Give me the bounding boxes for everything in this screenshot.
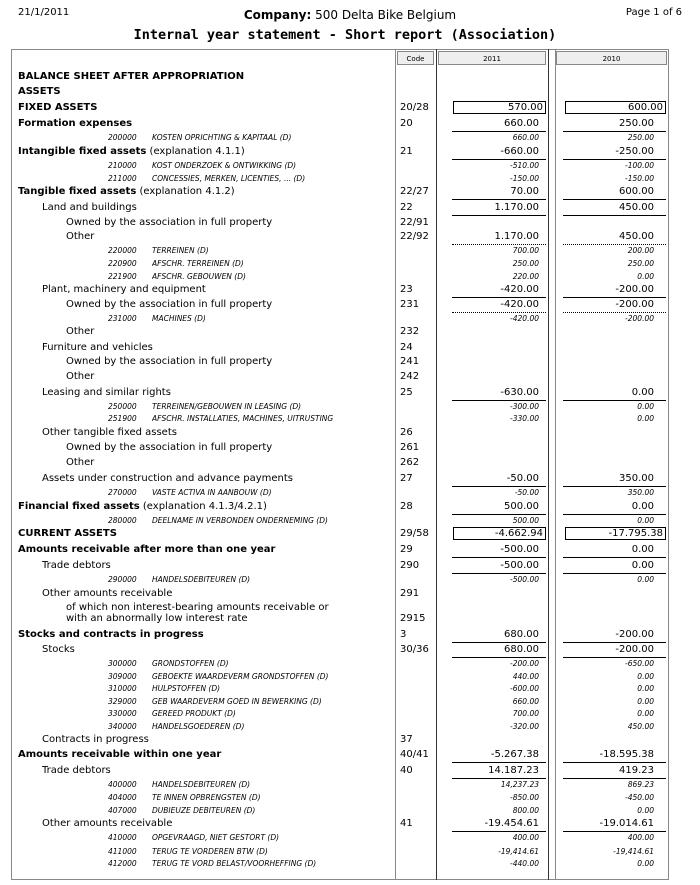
value-2011-underline [452, 557, 546, 558]
balance-line-row [0, 283, 700, 297]
value-2010: 419.23 [619, 765, 654, 776]
ledger-account-row [0, 270, 700, 284]
value-2011: 680.00 [504, 629, 539, 640]
balance-line-row [0, 559, 700, 573]
line-label: Amounts receivable after more than one year [18, 544, 276, 555]
line-label: FIXED ASSETS [18, 102, 98, 113]
balance-line-row [0, 764, 700, 778]
value-2011: -850.00 [510, 793, 539, 802]
line-label-explanation: (explanation 4.1.3/4.2.1) [139, 501, 267, 512]
value-2010: 0.00 [631, 387, 654, 398]
value-2011: 660.00 [512, 697, 539, 706]
year1-column-header: 2011 [438, 51, 546, 65]
value-2011-underline [452, 199, 546, 200]
line-label: Stocks [42, 644, 75, 655]
account-name: CONCESSIES, MERKEN, LICENTIES, ... (D) [152, 174, 306, 183]
value-2011: 70.00 [510, 186, 539, 197]
line-label: Intangible fixed assets (explanation 4.1.1) [18, 146, 245, 157]
value-2011: -510.00 [510, 161, 539, 170]
account-number: 210000 [108, 161, 137, 170]
company-label: Company: [243, 8, 312, 22]
account-number: 400000 [108, 780, 137, 789]
line-label: Owned by the association in full property [66, 217, 273, 228]
value-2010: 450.00 [627, 722, 654, 731]
line-label: Formation expenses [18, 118, 133, 129]
value-2011: -330.00 [510, 414, 539, 423]
account-number: 300000 [108, 659, 137, 668]
account-number: 340000 [108, 722, 137, 731]
line-code: 262 [400, 457, 420, 468]
value-2011: 400.00 [512, 833, 539, 842]
line-label: Other amounts receivable [42, 818, 173, 829]
balance-line-row [0, 145, 700, 159]
balance-line-row [0, 587, 700, 601]
balance-line-row [0, 201, 700, 215]
value-2011: -500.00 [500, 560, 539, 571]
value-2011: -50.00 [514, 488, 539, 497]
line-label: Contracts in progress [42, 734, 149, 745]
value-2011: -500.00 [500, 544, 539, 555]
balance-line-row [0, 500, 700, 514]
value-2011: 660.00 [512, 133, 539, 142]
ledger-account-row [0, 312, 700, 326]
account-name: GEBOEKTE WAARDEVERM GRONDSTOFFEN (D) [152, 672, 329, 681]
line-code: 29 [400, 544, 413, 555]
line-label-explanation: (explanation 4.1.1) [146, 146, 245, 157]
value-2010-underline [563, 557, 666, 558]
value-2011: 500.00 [504, 501, 539, 512]
value-2010: 0.00 [637, 709, 654, 718]
value-2010: -250.00 [615, 146, 654, 157]
value-2011: -420.00 [500, 299, 539, 310]
value-2010: 0.00 [637, 516, 654, 525]
value-2010: 0.00 [637, 575, 654, 584]
value-2011: -440.00 [510, 859, 539, 868]
ledger-account-row [0, 804, 700, 818]
balance-line-row [0, 426, 700, 440]
ledger-account-row [0, 159, 700, 173]
value-2010: -200.00 [615, 629, 654, 640]
value-2010: 350.00 [627, 488, 654, 497]
value-2010: -200.00 [625, 314, 654, 323]
line-label: Plant, machinery and equipment [42, 284, 206, 295]
balance-line-row [0, 70, 700, 84]
account-name: AFSCHR. GEBOUWEN (D) [152, 272, 246, 281]
balance-line-row [0, 527, 700, 541]
balance-line-row [0, 230, 700, 244]
account-name: AFSCHR. TERREINEN (D) [152, 259, 244, 268]
value-2010-total-box: 600.00 [565, 101, 666, 114]
account-number: 290000 [108, 575, 137, 584]
line-label: Amounts receivable within one year [18, 749, 222, 760]
account-number: 251900 [108, 414, 137, 423]
line-code: 3 [400, 629, 407, 640]
value-2010: 0.00 [631, 501, 654, 512]
ledger-account-row [0, 514, 700, 528]
line-code: 241 [400, 356, 420, 367]
ledger-account-row [0, 172, 700, 186]
account-name: KOST ONDERZOEK & ONTWIKKING (D) [152, 161, 297, 170]
report-title: Internal year statement - Short report (Association) [133, 27, 557, 43]
year2-column-header: 2010 [556, 51, 667, 65]
value-2011: 800.00 [512, 806, 539, 815]
balance-line-row [0, 85, 700, 99]
line-label: Owned by the association in full property [66, 442, 273, 453]
account-number: 412000 [108, 859, 137, 868]
value-2011: -320.00 [510, 722, 539, 731]
line-code: 291 [400, 588, 420, 599]
account-name: GEB WAARDEVERM GOED IN BEWERKING (D) [152, 697, 322, 706]
line-label: Tangible fixed assets (explanation 4.1.2) [18, 186, 235, 197]
balance-line-row [0, 643, 700, 657]
balance-line-row [0, 185, 700, 199]
account-number: 250000 [108, 402, 137, 411]
value-2010: 0.00 [637, 402, 654, 411]
balance-line-row [0, 325, 700, 339]
balance-line-row [0, 543, 700, 557]
line-label: Other [66, 231, 95, 242]
line-code: 2915 [400, 613, 426, 624]
company-line [0, 8, 700, 22]
value-2010: 250.00 [627, 259, 654, 268]
company-name: 500 Delta Bike Belgium [315, 8, 457, 22]
ledger-account-row [0, 131, 700, 145]
value-2010: 869.23 [627, 780, 654, 789]
account-number: 220000 [108, 246, 137, 255]
line-code: 20/28 [400, 102, 429, 113]
value-2011: 700.00 [512, 709, 539, 718]
line-code: 231 [400, 299, 420, 310]
line-label-explanation: (explanation 4.1.2) [136, 186, 235, 197]
value-2011: -420.00 [510, 314, 539, 323]
account-name: MACHINES (D) [152, 314, 206, 323]
line-label-continued: with an abnormally low interest rate [66, 613, 248, 624]
report-date: 21/1/2011 [18, 7, 70, 18]
account-name: TERUG TE VORD BELAST/VOORHEFFING (D) [152, 859, 317, 868]
value-2010: 400.00 [627, 833, 654, 842]
account-number: 404000 [108, 793, 137, 802]
line-label: Other [66, 371, 95, 382]
value-2011: 250.00 [512, 259, 539, 268]
line-label: Trade debtors [42, 765, 111, 776]
value-2010: 200.00 [627, 246, 654, 255]
account-name: AFSCHR. INSTALLATIES, MACHINES, UITRUSTING [152, 414, 334, 423]
balance-line-row [0, 216, 700, 230]
account-name: TE INNEN OPBRENGSTEN (D) [152, 793, 261, 802]
account-number: 200000 [108, 133, 137, 142]
value-2010: -19.014.61 [599, 818, 654, 829]
line-code: 22/92 [400, 231, 429, 242]
balance-line-row [0, 456, 700, 470]
value-2011: 700.00 [512, 246, 539, 255]
balance-line-row [0, 355, 700, 369]
ledger-account-row [0, 791, 700, 805]
line-code: 232 [400, 326, 420, 337]
account-number: 329000 [108, 697, 137, 706]
balance-line-row [0, 601, 700, 624]
account-number: 310000 [108, 684, 137, 693]
account-name: DUBIEUZE DEBITEUREN (D) [152, 806, 256, 815]
value-2010: -200.00 [615, 284, 654, 295]
line-code: 40/41 [400, 749, 429, 760]
value-2011: 220.00 [512, 272, 539, 281]
value-2010: 0.00 [637, 684, 654, 693]
ledger-account-row [0, 657, 700, 671]
code-column-header: Code [397, 51, 434, 65]
ledger-account-row [0, 857, 700, 871]
ledger-account-row [0, 244, 700, 258]
line-code: 26 [400, 427, 413, 438]
line-code: 28 [400, 501, 413, 512]
value-2011: -50.00 [506, 473, 539, 484]
line-code: 25 [400, 387, 413, 398]
value-2010: 350.00 [619, 473, 654, 484]
value-2010: -100.00 [625, 161, 654, 170]
value-2011: -5.267.38 [490, 749, 539, 760]
value-2010: 0.00 [637, 672, 654, 681]
value-2010: -450.00 [625, 793, 654, 802]
line-label: Financial fixed assets (explanation 4.1.3/4.2.1) [18, 501, 267, 512]
account-name: VASTE ACTIVA IN AANBOUW (D) [152, 488, 272, 497]
account-name: HANDELSDEBITEUREN (D) [152, 575, 251, 584]
account-name: GRONDSTOFFEN (D) [152, 659, 229, 668]
value-2011: 1.170.00 [494, 231, 539, 242]
balance-line-row [0, 733, 700, 747]
value-2011: -420.00 [500, 284, 539, 295]
value-2011: 680.00 [504, 644, 539, 655]
account-name: GEREED PRODUKT (D) [152, 709, 236, 718]
value-2010: -200.00 [615, 644, 654, 655]
line-label: Assets under construction and advance payments [42, 473, 293, 484]
line-label: Stocks and contracts in progress [18, 629, 204, 640]
value-2011: 14,237.23 [500, 780, 539, 789]
value-2010: 0.00 [637, 859, 654, 868]
value-2010: 0.00 [637, 697, 654, 706]
line-label: Trade debtors [42, 560, 111, 571]
account-number: 211000 [108, 174, 137, 183]
value-2010: 450.00 [619, 202, 654, 213]
line-code: 21 [400, 146, 413, 157]
line-code: 37 [400, 734, 413, 745]
ledger-account-row [0, 573, 700, 587]
value-2011: 1.170.00 [494, 202, 539, 213]
value-2011: -600.00 [510, 684, 539, 693]
balance-line-row [0, 101, 700, 115]
line-code: 27 [400, 473, 413, 484]
balance-line-row [0, 817, 700, 831]
value-2011-total-box: -4.662.94 [453, 527, 546, 540]
account-name: HANDELSGOEDEREN (D) [152, 722, 245, 731]
value-2010: 250.00 [619, 118, 654, 129]
ledger-account-row [0, 412, 700, 426]
ledger-account-row [0, 778, 700, 792]
value-2010: 600.00 [619, 186, 654, 197]
value-2011: -300.00 [510, 402, 539, 411]
balance-line-row [0, 628, 700, 642]
line-label: Owned by the association in full property [66, 299, 273, 310]
line-label: Other [66, 326, 95, 337]
line-code: 261 [400, 442, 420, 453]
value-2010-underline [563, 199, 666, 200]
account-name: DEELNAME IN VERBONDEN ONDERNEMING (D) [152, 516, 328, 525]
account-number: 410000 [108, 833, 137, 842]
value-2010: -150.00 [625, 174, 654, 183]
line-code: 30/36 [400, 644, 429, 655]
value-2010: 0.00 [637, 806, 654, 815]
value-2010: -18.595.38 [599, 749, 654, 760]
value-2011: -500.00 [510, 575, 539, 584]
line-code: 41 [400, 818, 413, 829]
line-code: 24 [400, 342, 413, 353]
account-name: TERUG TE VORDEREN BTW (D) [152, 847, 268, 856]
balance-line-row [0, 298, 700, 312]
account-name: OPGEVRAAGD, NIET GESTORT (D) [152, 833, 280, 842]
account-name: HANDELSDEBITEUREN (D) [152, 780, 251, 789]
ledger-account-row [0, 257, 700, 271]
value-2011: -150.00 [510, 174, 539, 183]
line-code: 290 [400, 560, 420, 571]
line-label: Other [66, 457, 95, 468]
value-2010-total-box: -17.795.38 [565, 527, 666, 540]
value-2011: 440.00 [512, 672, 539, 681]
line-code: 22 [400, 202, 413, 213]
line-label: CURRENT ASSETS [18, 528, 117, 539]
account-number: 330000 [108, 709, 137, 718]
balance-line-row [0, 472, 700, 486]
account-name: HULPSTOFFEN (D) [152, 684, 221, 693]
ledger-account-row [0, 831, 700, 845]
line-code: 242 [400, 371, 420, 382]
value-2010: -19,414.61 [613, 847, 654, 856]
value-2011: -660.00 [500, 146, 539, 157]
balance-line-row [0, 370, 700, 384]
account-name: TERREINEN (D) [152, 246, 209, 255]
line-label: ASSETS [18, 86, 61, 97]
value-2010: 0.00 [631, 544, 654, 555]
line-label: BALANCE SHEET AFTER APPROPRIATION [18, 71, 245, 82]
ledger-account-row [0, 707, 700, 721]
line-label: Land and buildings [42, 202, 137, 213]
account-number: 220900 [108, 259, 137, 268]
account-name: KOSTEN OPRICHTING & KAPITAAL (D) [152, 133, 292, 142]
line-code: 23 [400, 284, 413, 295]
value-2011: 500.00 [512, 516, 539, 525]
value-2010: -200.00 [615, 299, 654, 310]
line-code: 22/91 [400, 217, 429, 228]
value-2011: -19.454.61 [484, 818, 539, 829]
value-2011: -630.00 [500, 387, 539, 398]
value-2011-underline [452, 762, 546, 763]
line-label: Furniture and vehicles [42, 342, 153, 353]
value-2010: 250.00 [627, 133, 654, 142]
account-name: TERREINEN/GEBOUWEN IN LEASING (D) [152, 402, 302, 411]
account-number: 270000 [108, 488, 137, 497]
value-2011: -19,414.61 [498, 847, 539, 856]
value-2010-underline [563, 762, 666, 763]
balance-line-row [0, 748, 700, 762]
value-2010: 0.00 [631, 560, 654, 571]
ledger-account-row [0, 486, 700, 500]
value-2011: 660.00 [504, 118, 539, 129]
account-number: 411000 [108, 847, 137, 856]
balance-line-row [0, 441, 700, 455]
line-code: 29/58 [400, 528, 429, 539]
balance-line-row [0, 117, 700, 131]
value-2011: -200.00 [510, 659, 539, 668]
value-2010: -650.00 [625, 659, 654, 668]
ledger-account-row [0, 682, 700, 696]
line-code: 40 [400, 765, 413, 776]
line-code: 22/27 [400, 186, 429, 197]
balance-line-row [0, 386, 700, 400]
line-label: Owned by the association in full property [66, 356, 273, 367]
line-code: 20 [400, 118, 413, 129]
value-2010: 450.00 [619, 231, 654, 242]
value-2011: 14.187.23 [488, 765, 539, 776]
value-2010: 0.00 [637, 414, 654, 423]
value-2011-total-box: 570.00 [453, 101, 546, 114]
line-label: Other tangible fixed assets [42, 427, 177, 438]
account-number: 221900 [108, 272, 137, 281]
line-label: of which non interest-bearing amounts receivable or [66, 602, 329, 613]
account-number: 407000 [108, 806, 137, 815]
account-number: 231000 [108, 314, 137, 323]
ledger-account-row [0, 720, 700, 734]
value-2010: 0.00 [637, 272, 654, 281]
line-label: Other amounts receivable [42, 588, 173, 599]
page-indicator: Page 1 of 6 [625, 7, 682, 18]
balance-line-row [0, 341, 700, 355]
account-number: 309000 [108, 672, 137, 681]
account-number: 280000 [108, 516, 137, 525]
line-label: Leasing and similar rights [42, 387, 171, 398]
